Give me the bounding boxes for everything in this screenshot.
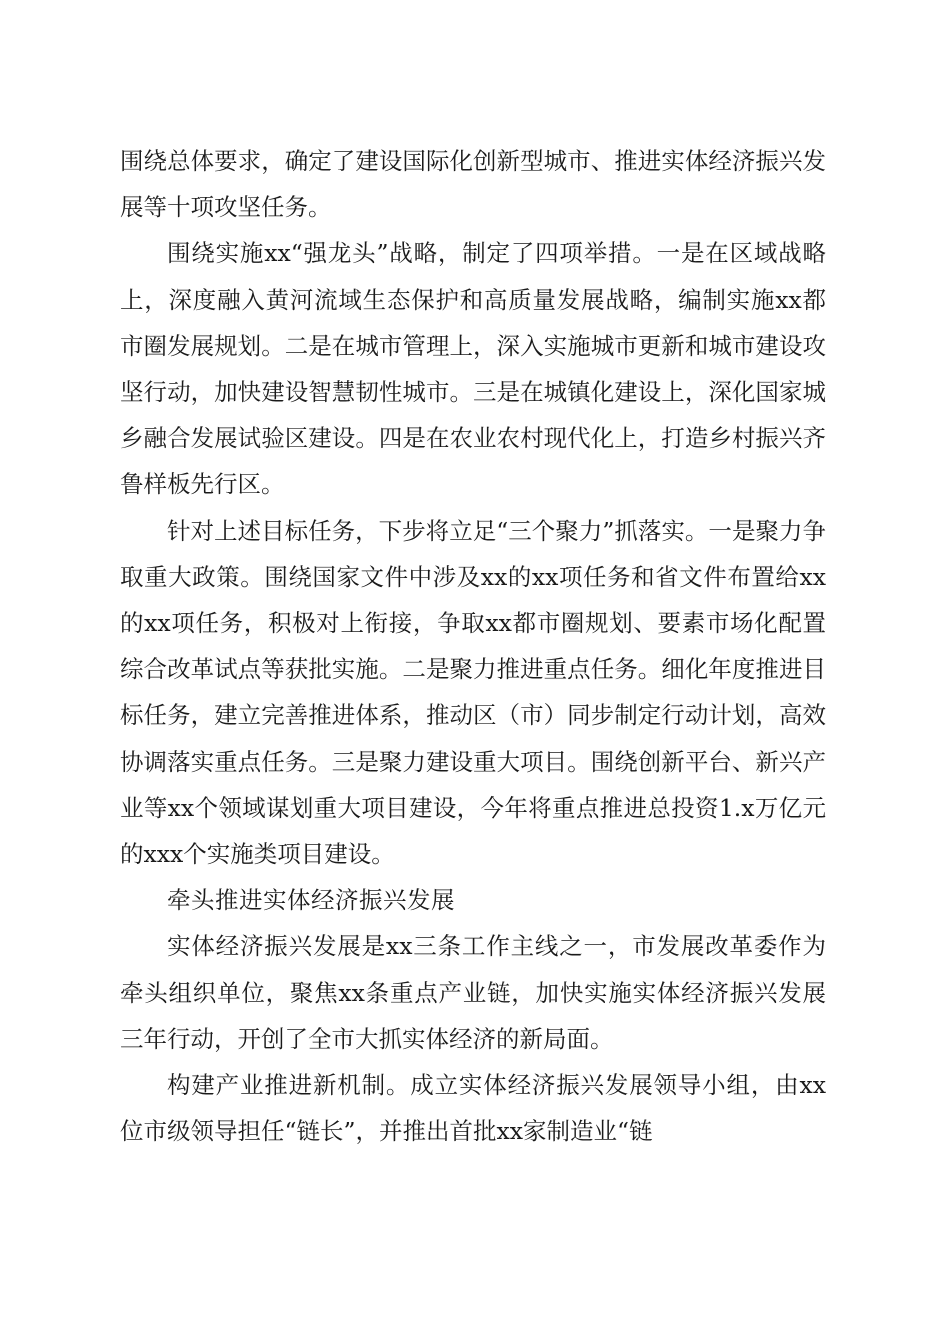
paragraph-strategy-measures: 围绕实施xx“强龙头”战略，制定了四项举措。一是在区域战略上，深度融入黄河流域生态保护和高质量发展战略，编制实施xx都市圈发展规划。二是在城市管理上，深入实施城市更新和城市建设攻坚行动，加快建设智慧韧性城市。三是在城镇化建设上，深化国家城乡融合发展试验区建设。四是在农业农村现代化上，打造乡村振兴齐鲁样板先行区。 — [120, 239, 826, 499]
section-subheading: 牵头推进实体经济振兴发展 — [167, 886, 455, 915]
document-body — [120, 138, 826, 1154]
paragraph-continuation: 围绕总体要求，确定了建设国际化创新型城市、推进实体经济振兴发展等十项攻坚任务。 — [120, 147, 826, 222]
paragraph-three-focus: 针对上述目标任务，下步将立足“三个聚力”抓落实。一是聚力争取重大政策。围绕国家文件中涉及xx的xx项任务和省文件布置给xx的xx项任务，积极对上衔接，争取xx都市圈规划、要素市场化配置综合改革试点等获批实施。二是聚力推进重点任务。细化年度推进目标任务，建立完善推进体系，推动区（市）同步制定行动计划，高效协调落实重点任务。三是聚力建设重大项目。围绕创新平台、新兴产业等xx个领域谋划重大项目建设，今年将重点推进总投资1.x万亿元的xxx个实施类项目建设。 — [120, 516, 826, 869]
paragraph-real-economy: 实体经济振兴发展是xx三条工作主线之一，市发展改革委作为牵头组织单位，聚焦xx条重点产业链，加快实施实体经济振兴发展三年行动，开创了全市大抓实体经济的新局面。 — [120, 932, 826, 1053]
paragraph-industry-mechanism: 构建产业推进新机制。成立实体经济振兴发展领导小组，由xx位市级领导担任“链长”，并推出首批xx家制造业“链 — [120, 1071, 826, 1146]
